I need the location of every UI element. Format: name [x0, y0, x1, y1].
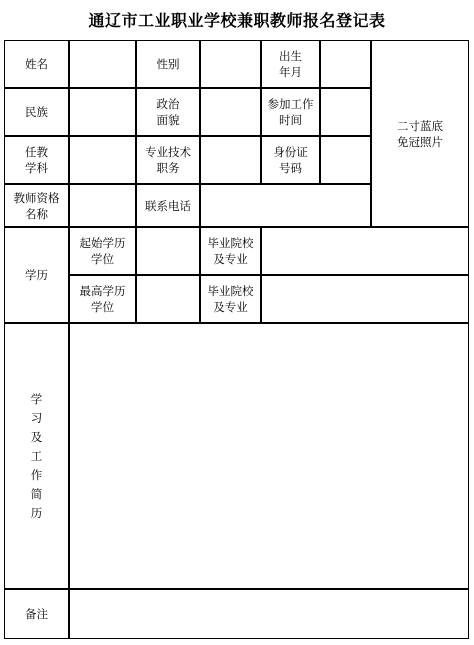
label-birth: 出生 年月	[261, 40, 320, 88]
registration-form-table	[4, 40, 469, 639]
field-birth[interactable]	[320, 40, 371, 88]
field-work-time[interactable]	[320, 88, 371, 136]
form-title: 通辽市工业职业学校兼职教师报名登记表	[88, 11, 386, 30]
label-title-rank: 专业技术 职务	[136, 136, 200, 184]
field-id-number[interactable]	[320, 136, 371, 184]
field-gender[interactable]	[200, 40, 261, 88]
field-initial-school[interactable]	[261, 227, 469, 275]
field-title-rank[interactable]	[200, 136, 261, 184]
field-political[interactable]	[200, 88, 261, 136]
label-remarks: 备注	[4, 589, 69, 639]
field-initial-degree[interactable]	[136, 227, 200, 275]
field-highest-degree[interactable]	[136, 275, 200, 323]
label-gender: 性别	[136, 40, 200, 88]
field-highest-school[interactable]	[261, 275, 469, 323]
label-resume: 学 习 及 工 作 简 历	[4, 323, 69, 589]
field-remarks[interactable]	[69, 589, 469, 639]
label-highest-degree: 最高学历 学位	[69, 275, 136, 323]
field-teacher-cert[interactable]	[69, 184, 136, 227]
label-teacher-cert: 教师资格 名称	[4, 184, 69, 227]
label-name: 姓名	[4, 40, 69, 88]
field-subject[interactable]	[69, 136, 136, 184]
label-initial-school: 毕业院校 及专业	[200, 227, 261, 275]
label-ethnicity: 民族	[4, 88, 69, 136]
label-initial-degree: 起始学历 学位	[69, 227, 136, 275]
photo-box: 二寸蓝底 免冠照片	[371, 40, 469, 227]
field-name[interactable]	[69, 40, 136, 88]
label-phone: 联系电话	[136, 184, 200, 227]
label-subject: 任教 学科	[4, 136, 69, 184]
label-work-time: 参加工作 时间	[261, 88, 320, 136]
label-id-number: 身份证 号码	[261, 136, 320, 184]
field-phone[interactable]	[200, 184, 371, 227]
label-highest-school: 毕业院校 及专业	[200, 275, 261, 323]
label-political: 政治 面貌	[136, 88, 200, 136]
field-resume[interactable]	[69, 323, 469, 589]
label-education: 学历	[4, 227, 69, 323]
field-ethnicity[interactable]	[69, 88, 136, 136]
